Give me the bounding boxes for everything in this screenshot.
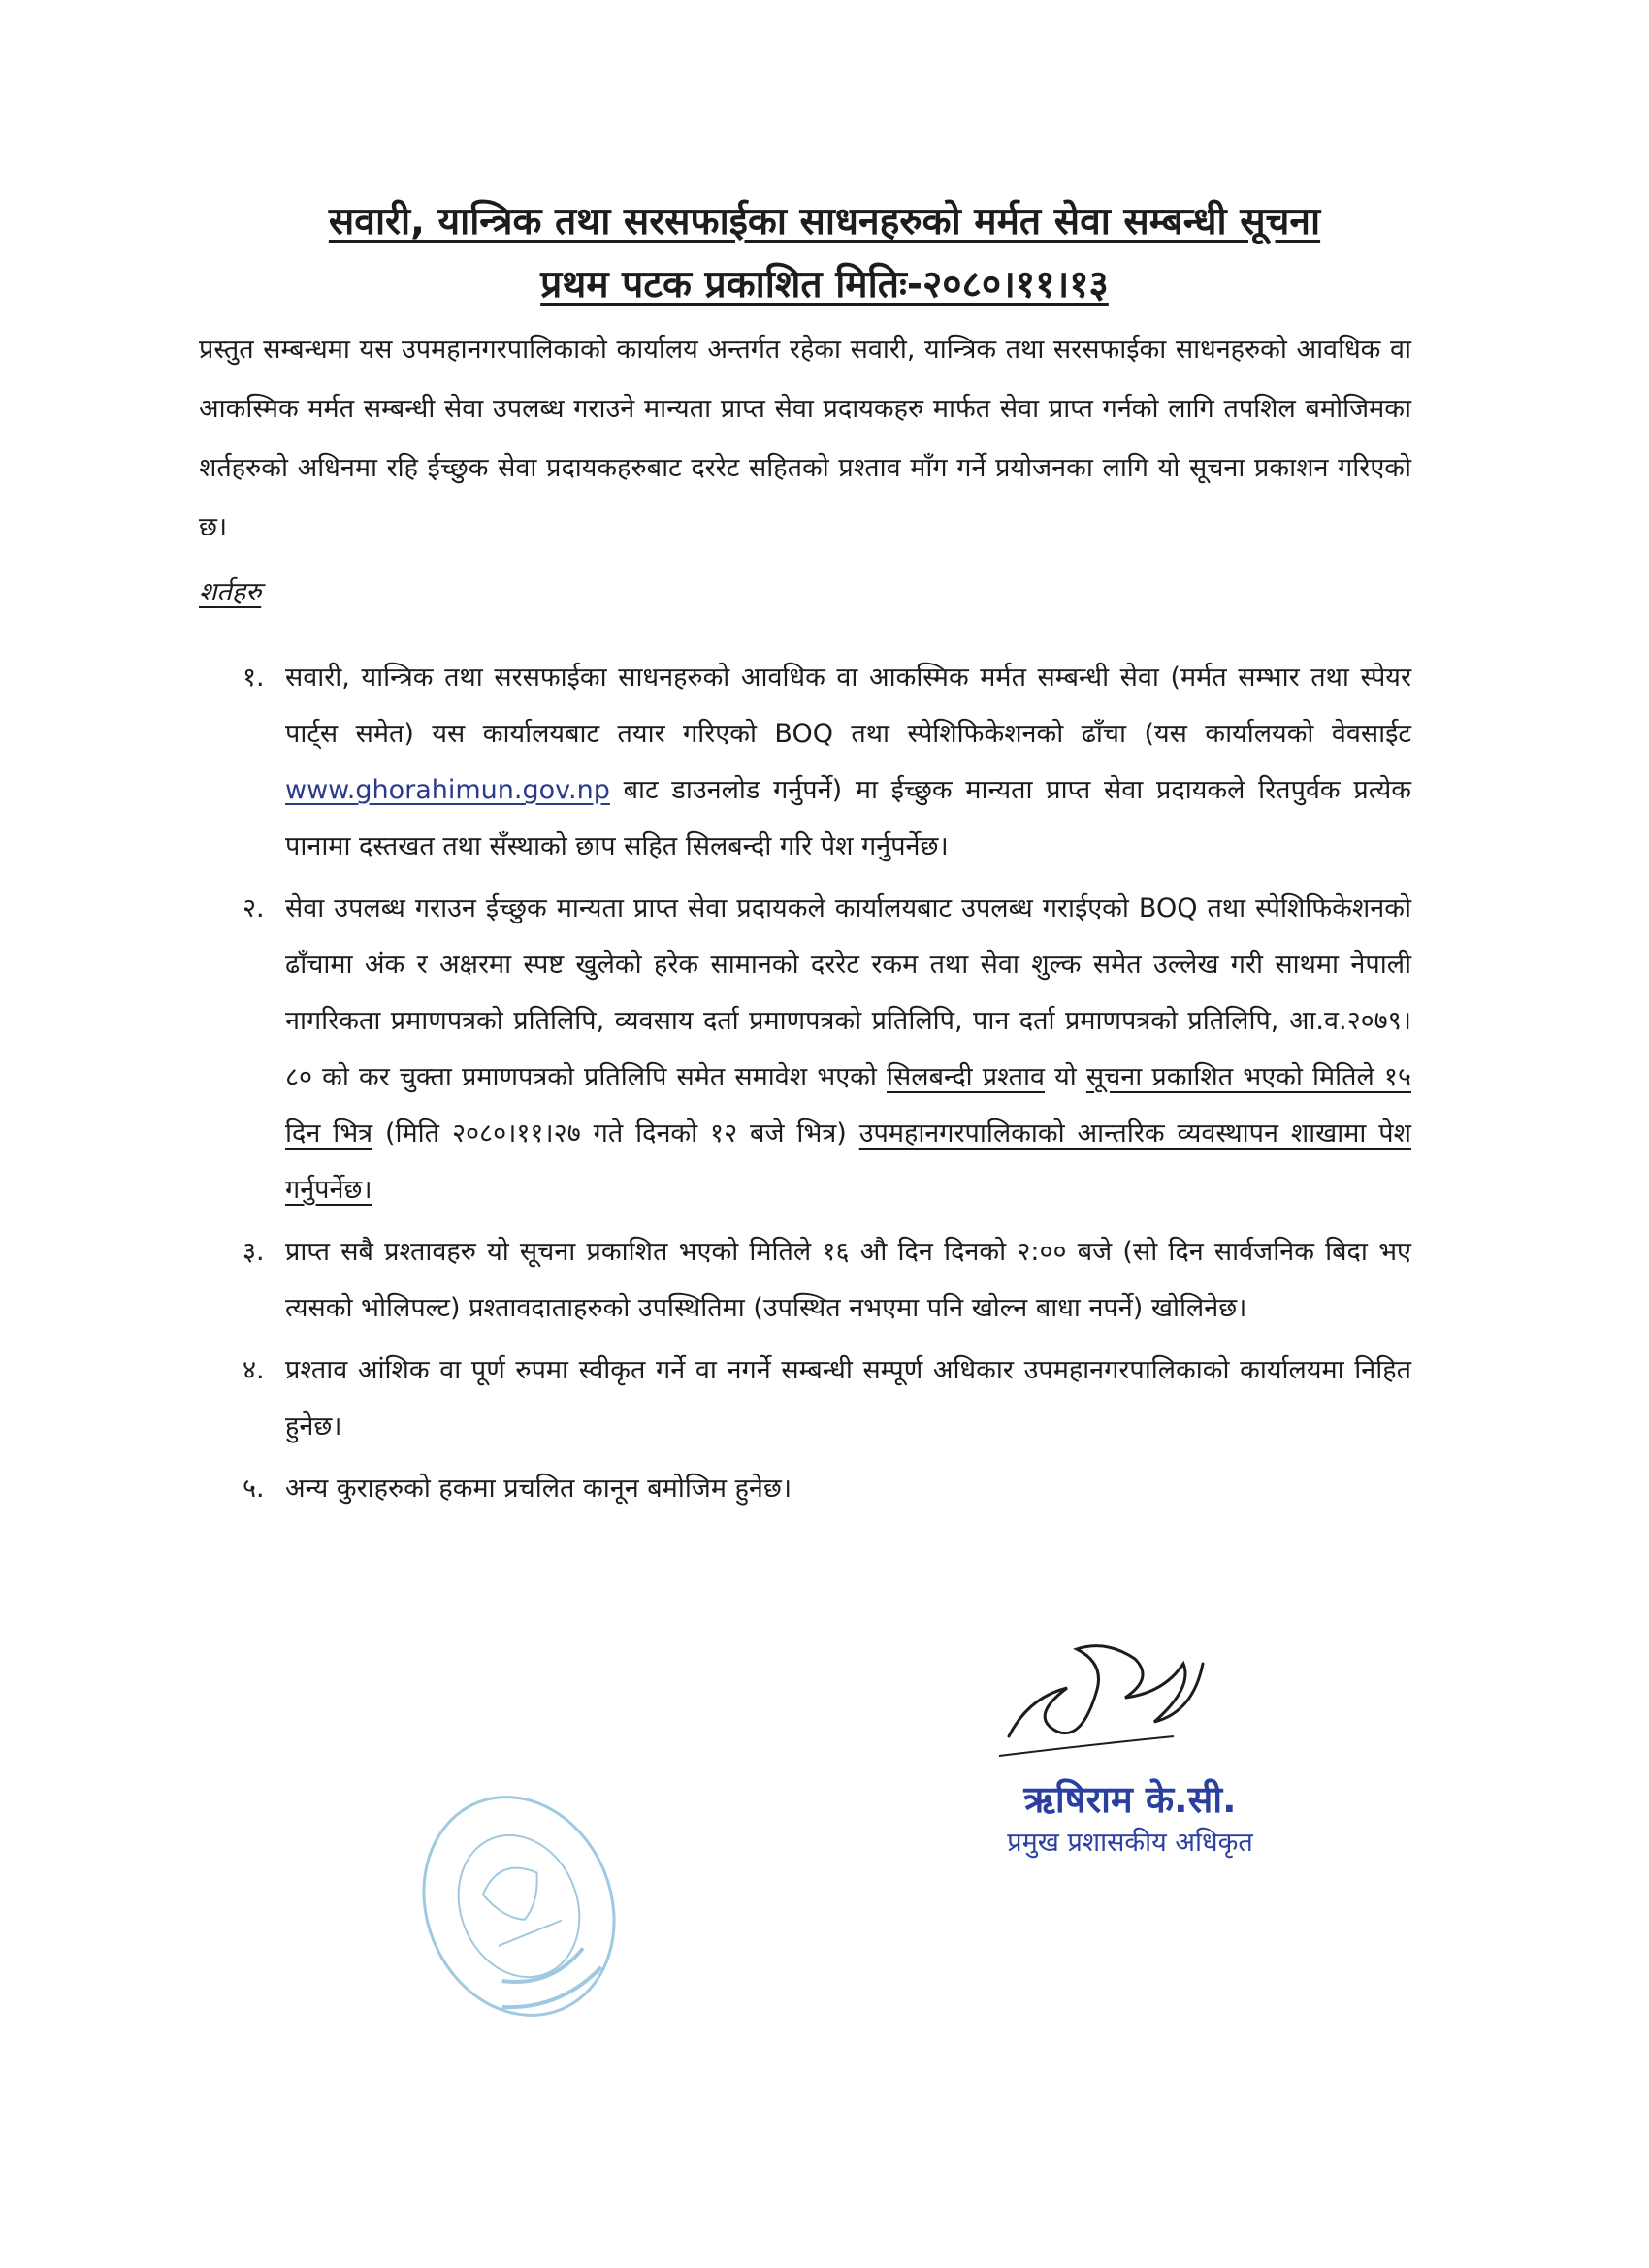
signatory-title: प्रमुख प्रशासकीय अधिकृत bbox=[1007, 1828, 1253, 1858]
term-number: २. bbox=[242, 893, 265, 923]
term-number: १. bbox=[242, 663, 265, 693]
term-text: सवारी, यान्त्रिक तथा सरसफाईका साधनहरुको आवधिक वा आकस्मिक मर्मत सम्बन्धी सेवा (मर्मत सम्भार तथा स्पेयर पार्ट्स समेत) यस कार्यालयबाट तयार गरिएको BOQ तथा स्पेशिफिकेशनको ढाँचा (यस कार्यालयको वेवसाईट bbox=[285, 663, 1411, 749]
terms-heading: शर्तहरु bbox=[199, 577, 262, 607]
term-item-4 bbox=[242, 1343, 1411, 1455]
term-text: प्राप्त सबै प्रश्तावहरु यो सूचना प्रकाशित भएको मितिले १६ औ दिन दिनको २:०० बजे (सो दिन सार्वजनिक बिदा भए त्यसको भोलिपल्ट) प्रश्तावदाताहरुको उपस्थितिमा (उपस्थित नभएमा पनि खोल्न बाधा नपर्ने) खोलिनेछ। bbox=[285, 1237, 1411, 1323]
term-number: ४. bbox=[242, 1355, 265, 1385]
underlined-text: सिलबन्दी प्रश्ताव bbox=[887, 1062, 1045, 1092]
term-item-2 bbox=[242, 881, 1411, 1218]
underlined-text: उपमहानगरपालिकाको आन्तरिक व्यवस्थापन शाखामा पेश गर्नुपर्नेछ। bbox=[285, 1118, 1411, 1205]
office-stamp bbox=[407, 1775, 630, 2037]
term-number: ३. bbox=[242, 1237, 265, 1267]
signatory-block bbox=[955, 1775, 1305, 1863]
term-item-5 bbox=[242, 1461, 1411, 1517]
term-number: ५. bbox=[242, 1474, 265, 1504]
term-text: सेवा उपलब्ध गराउन ईच्छुक मान्यता प्राप्त सेवा प्रदायकले कार्यालयबाट उपलब्ध गराईएको BOQ तथा स्पेशिफिकेशनको ढाँचामा अंक र अक्षरमा स्पष्ट खुलेको हरेक सामानको दररेट रकम तथा सेवा शुल्क समेत उल्लेख गरी साथमा नेपाली नागरिकता प्रमाणपत्रको प्रतिलिपि, व्यवसाय दर्ता प्रमाणपत्रको प्रतिलिपि, पान दर्ता प्रमाणपत्रको प्रतिलिपि, आ.व.२०७९।८० को कर चुक्ता प्रमाणपत्रको प्रतिलिपि समेत समावेश भएको bbox=[285, 893, 1411, 1092]
signature bbox=[970, 1620, 1232, 1775]
term-text: (मिति २०८०।११।२७ गते दिनको १२ बजे भित्र) bbox=[385, 1118, 847, 1149]
term-text: अन्य कुराहरुको हकमा प्रचलित कानून बमोजिम हुनेछ। bbox=[285, 1474, 792, 1504]
underlined-text: सूचना प्रकाशित भएको मितिले १५ दिन भित्र bbox=[285, 1062, 1411, 1149]
term-text: बाट डाउनलोड गर्नुपर्ने) मा ईच्छुक मान्यता प्राप्त सेवा प्रदायकले रितपुर्वक प्रत्येक पानामा दस्तखत तथा सँस्थाको छाप सहित सिलबन्दी गरि पेश गर्नुपर्नेछ। bbox=[285, 775, 1411, 861]
term-text: प्रश्ताव आंशिक वा पूर्ण रुपमा स्वीकृत गर्ने वा नगर्ने सम्बन्धी सम्पूर्ण अधिकार उपमहानगरपालिकाको कार्यालयमा निहित हुनेछ। bbox=[285, 1355, 1411, 1442]
signatory-name: ऋषिराम के.सी. bbox=[1023, 1778, 1237, 1821]
published-date: प्रथम पटक प्रकाशित मितिः-२०८०।११।१३ bbox=[540, 263, 1109, 307]
terms-list bbox=[242, 650, 1411, 1523]
intro-paragraph: प्रस्तुत सम्बन्धमा यस उपमहानगरपालिकाको कार्यालय अन्तर्गत रहेका सवारी, यान्त्रिक तथा सरसफाईका साधनहरुको आवधिक वा आकस्मिक मर्मत सम्बन्धी सेवा उपलब्ध गराउने मान्यता प्राप्त सेवा प्रदायकहरु मार्फत सेवा प्राप्त गर्नको लागि तपशिल बमोजिमका शर्तहरुको अधिनमा रहि ईच्छुक सेवा प्रदायकहरुबाट दररेट सहितको प्रश्ताव माँग गर्ने प्रयोजनका लागि यो सूचना प्रकाशन गरिएको छ। bbox=[199, 335, 1411, 542]
notice-title: सवारी, यान्त्रिक तथा सरसफाईका साधनहरुको मर्मत सेवा सम्बन्धी सूचना bbox=[328, 200, 1321, 243]
term-item-1 bbox=[242, 650, 1411, 875]
term-item-3 bbox=[242, 1224, 1411, 1337]
website-link[interactable]: www.ghorahimun.gov.np bbox=[285, 775, 610, 805]
term-text: यो bbox=[1054, 1062, 1077, 1092]
